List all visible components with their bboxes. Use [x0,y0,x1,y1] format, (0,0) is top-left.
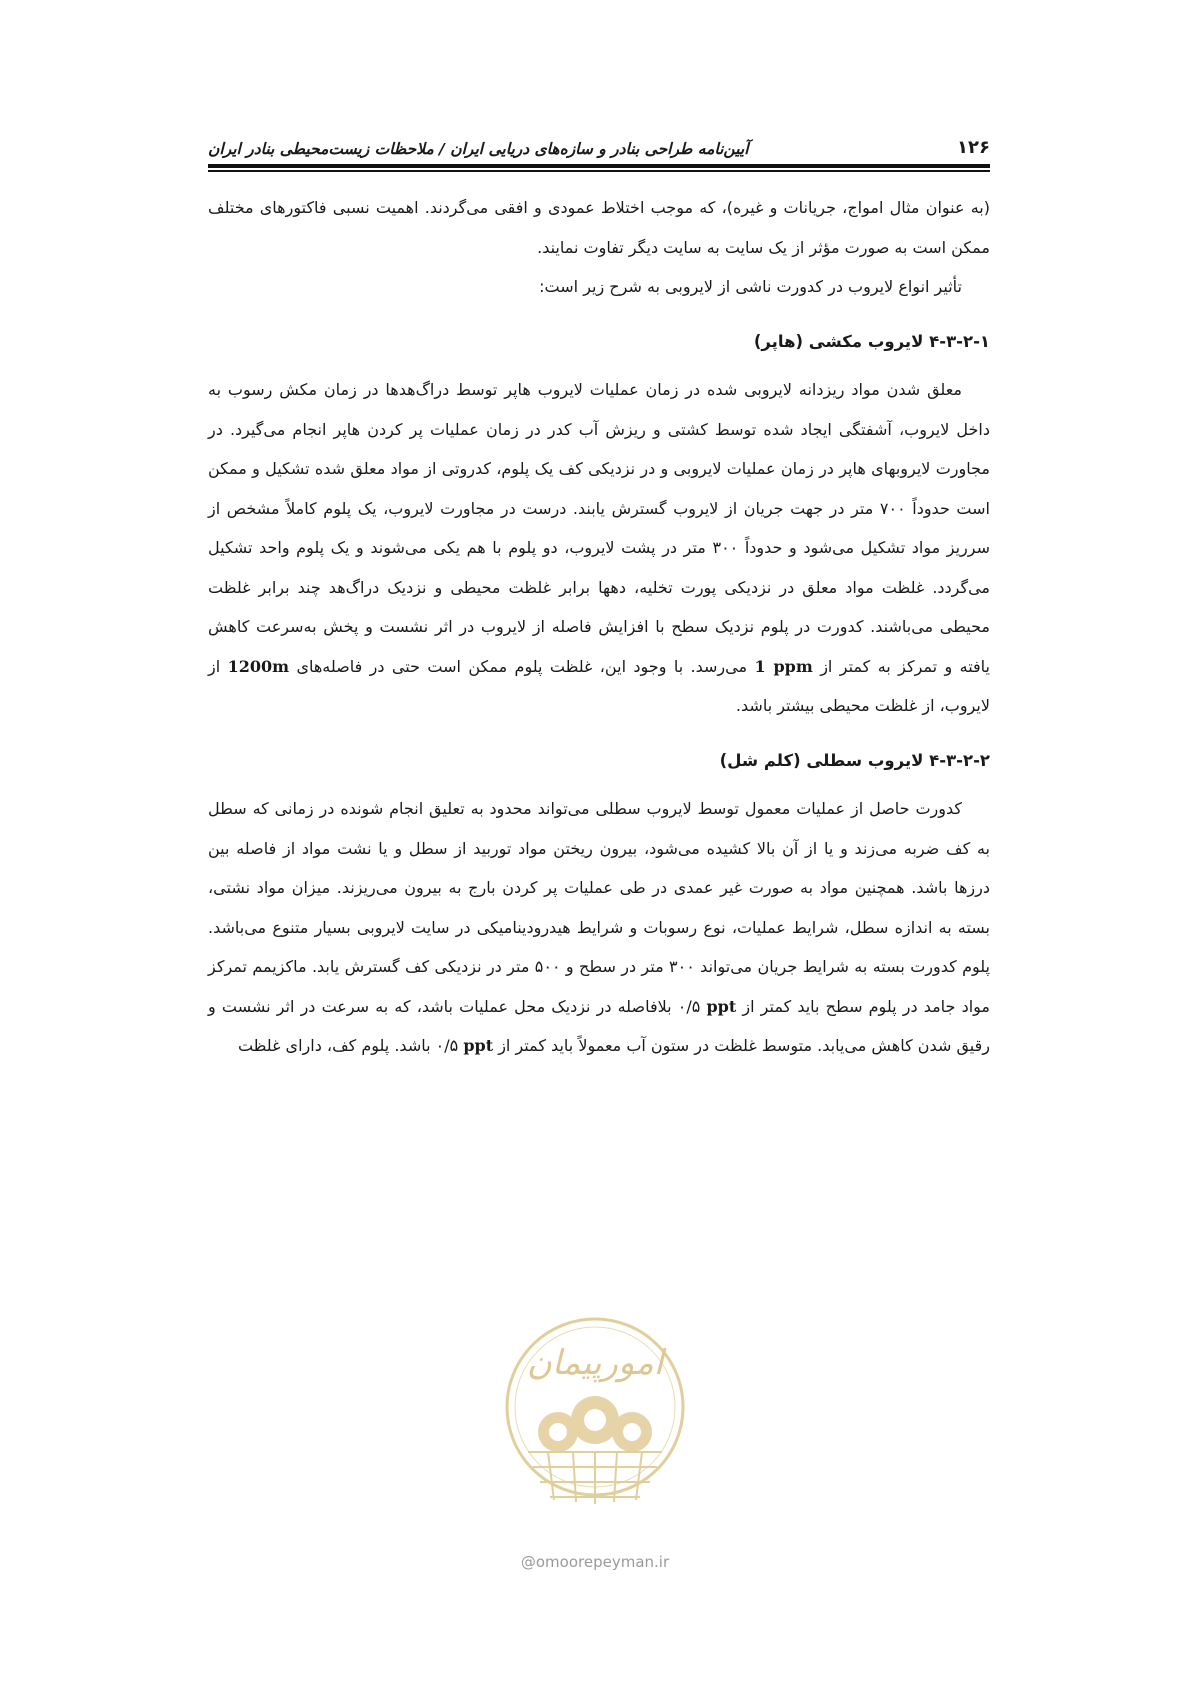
header-rule-thin [208,170,990,172]
unit-distance: 1200m [227,656,290,676]
page-header [208,118,990,158]
paragraph-text: می‌رسد. با وجود این، غلظت پلوم ممکن است حتی در فاصله‌های [296,656,748,676]
section-heading-clamshell: ۴-۳-۲-۲ لایروب سطلی (کلم شل) [719,750,990,770]
unit-ppm: 1 ppm [754,656,813,676]
section-heading-hopper: ۴-۳-۲-۱ لایروب مکشی (هاپر) [753,331,990,351]
unit-ppt: ppt [463,1036,494,1055]
watermark-logo [488,1312,702,1562]
intro-lead-paragraph: تأثیر انواع لایروب در کدورت ناشی از لایروبی به شرح زیر است: [539,277,962,296]
body-text [208,188,990,1066]
paragraph-text: معلق شدن مواد ریزدانه لایروبی شده در زمان عملیات لایروب هاپر توسط دراگ‌هدها در زمان مکش رسوب به داخل لایروب، آشفتگی ایجاد شده توسط کشتی و ریزش آب کدر در زمان عملیات پر کردن هاپر انجام می‌گیرد. در مجاورت لایروبهای هاپر در زمان عملیات لایروبی و در نزدیکی کف یک پلوم، کدروتی از مواد معلق شده تشکیل و ممکن است حدوداً ۷۰۰ متر در جهت جریان از لایروب گسترش یابند. درست در مجاورت لایروب، یک پلوم کاملاً مشخص از سرریز مواد تشکیل می‌شود و حدوداً ۳۰۰ متر در پشت لایروب، دو پلوم با هم یکی می‌شوند و یک پلوم واحد تشکیل می‌گردد. غلظت مواد معلق در نزدیکی پورت تخلیه، دهها برابر غلظت محیطی و نزدیک دراگ‌هد چند برابر غلظت محیطی می‌باشند. کدورت در پلوم نزدیک سطح با افزایش فاصله از لایروب در اثر نشست و پخش به‌سرعت کاهش یافته و تمرکز به کمتر از [208,380,991,676]
section-paragraph-clamshell [208,789,990,1066]
paragraph-text: ۰/۵ باشد. پلوم کف، دارای غلظت [237,1036,459,1055]
logo-lettering: امورپیمان [526,1343,664,1383]
paragraph-text: ۰/۵ بلافاصله در نزدیک محل عملیات باشد، که به سرعت در اثر نشست و رقیق شدن کاهش می‌یابد. متوسط غلظت در ستون آب معمولاً باید کمتر از [208,996,990,1055]
section-paragraph-hopper [208,370,990,726]
paragraph-text: کدورت حاصل از عملیات معمول توسط لایروب سطلی می‌تواند محدود به تعلیق انجام شونده در زمانی که سطل به کف ضربه می‌زند و یا از آن بالا کشیده می‌شود، بیرون ریختن مواد توربید از سطل و یا نشت مواد از فاصله بین درزها باشد. همچنین مواد به صورت غیر عمدی در طی عملیات پر کردن بارج به بیرون می‌ریزند. میزان مواد نشتی، بسته به اندازه سطل، شرایط عملیات، نوع رسوبات و شرایط هیدرودینامیکی در سایت لایروبی بسیار متنوع می‌باشد. پلوم کدورت بسته به شرایط جریان می‌تواند ۳۰۰ متر در سطح و ۵۰۰ متر در نزدیکی کف گسترش یابد. ماکزیمم تمرکز مواد جامد در پلوم سطح باید کمتر از [208,799,991,1016]
grid-icon [528,1452,662,1504]
page-number: ۱۲۶ [957,137,990,158]
intro-paragraph: (به عنوان مثال امواج، جریانات و غیره)، که موجب اختلاط عمودی و افقی می‌گردند. اهمیت نسبی فاکتورهای مختلف ممکن است به صورت مؤثر از یک سایت به سایت دیگر تفاوت نمایند. [208,198,990,257]
header-rule-thick [208,164,990,168]
unit-ppt: ppt [706,996,737,1016]
running-title: آیین‌نامه طراحی بنادر و سازه‌های دریایی ایران / ملاحظات زیست‌محیطی بنادر ایران [208,140,749,158]
watermark-url: @omoorepeyman.ir [520,1553,670,1571]
paragraph-text: از لایروب، از غلظت محیطی بیشتر باشد. [208,656,990,715]
